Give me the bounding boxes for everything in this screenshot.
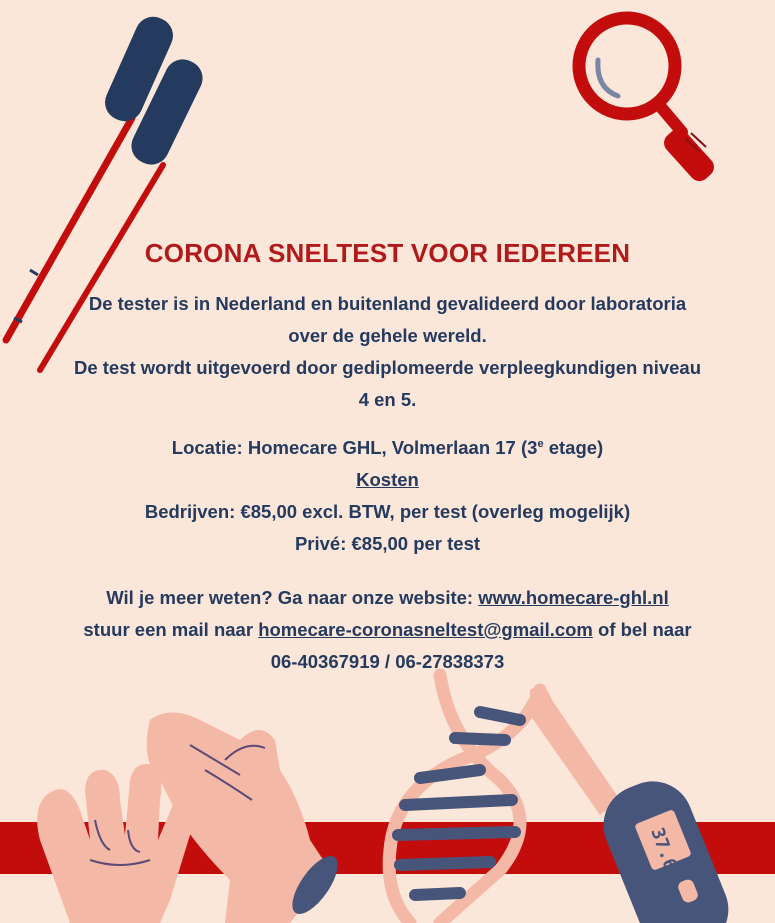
- intro-line: De test wordt uitgevoerd door gediplomeerde verpleegkundigen niveau: [73, 357, 702, 378]
- page-title: CORONA SNELTEST VOOR IEDEREEN: [144, 238, 631, 268]
- contact-website-line: [0, 582, 775, 614]
- location-suffix: etage): [543, 437, 604, 458]
- intro-line: De tester is in Nederland en buitenland gevalideerd door laboratoria: [88, 293, 687, 314]
- location-sup: e: [537, 437, 544, 450]
- gloved-hands-icon: [37, 713, 346, 923]
- costs-business: Bedrijven: €85,00 excl. BTW, per test (overleg mogelijk): [144, 501, 631, 522]
- dna-helix-icon: [389, 675, 540, 923]
- email-link[interactable]: homecare-coronasneltest@gmail.com: [258, 619, 593, 640]
- mail-suffix: of bel naar: [592, 619, 692, 640]
- costs-heading: Kosten: [356, 469, 419, 490]
- intro-paragraph: [0, 288, 775, 416]
- location-line: [0, 432, 775, 464]
- contact-mail-line: [0, 614, 775, 646]
- thermometer-icon: [530, 687, 740, 923]
- info-block: [0, 432, 775, 560]
- website-link[interactable]: www.homecare-ghl.nl: [478, 587, 669, 608]
- contact-block: [0, 582, 775, 678]
- phone-numbers: 06-40367919 / 06-27838373: [270, 651, 505, 672]
- contact-question: Wil je meer weten? Ga naar onze website:: [106, 587, 479, 608]
- mail-prefix: stuur een mail naar: [83, 619, 259, 640]
- magnifier-icon: [579, 18, 718, 185]
- costs-private: Privé: €85,00 per test: [294, 533, 481, 554]
- svg-text:37.6: 37.6: [646, 825, 681, 873]
- intro-line: over de gehele wereld.: [288, 325, 487, 346]
- location-text: Locatie: Homecare GHL, Volmerlaan 17 (3: [171, 437, 538, 458]
- intro-line: 4 en 5.: [358, 389, 417, 410]
